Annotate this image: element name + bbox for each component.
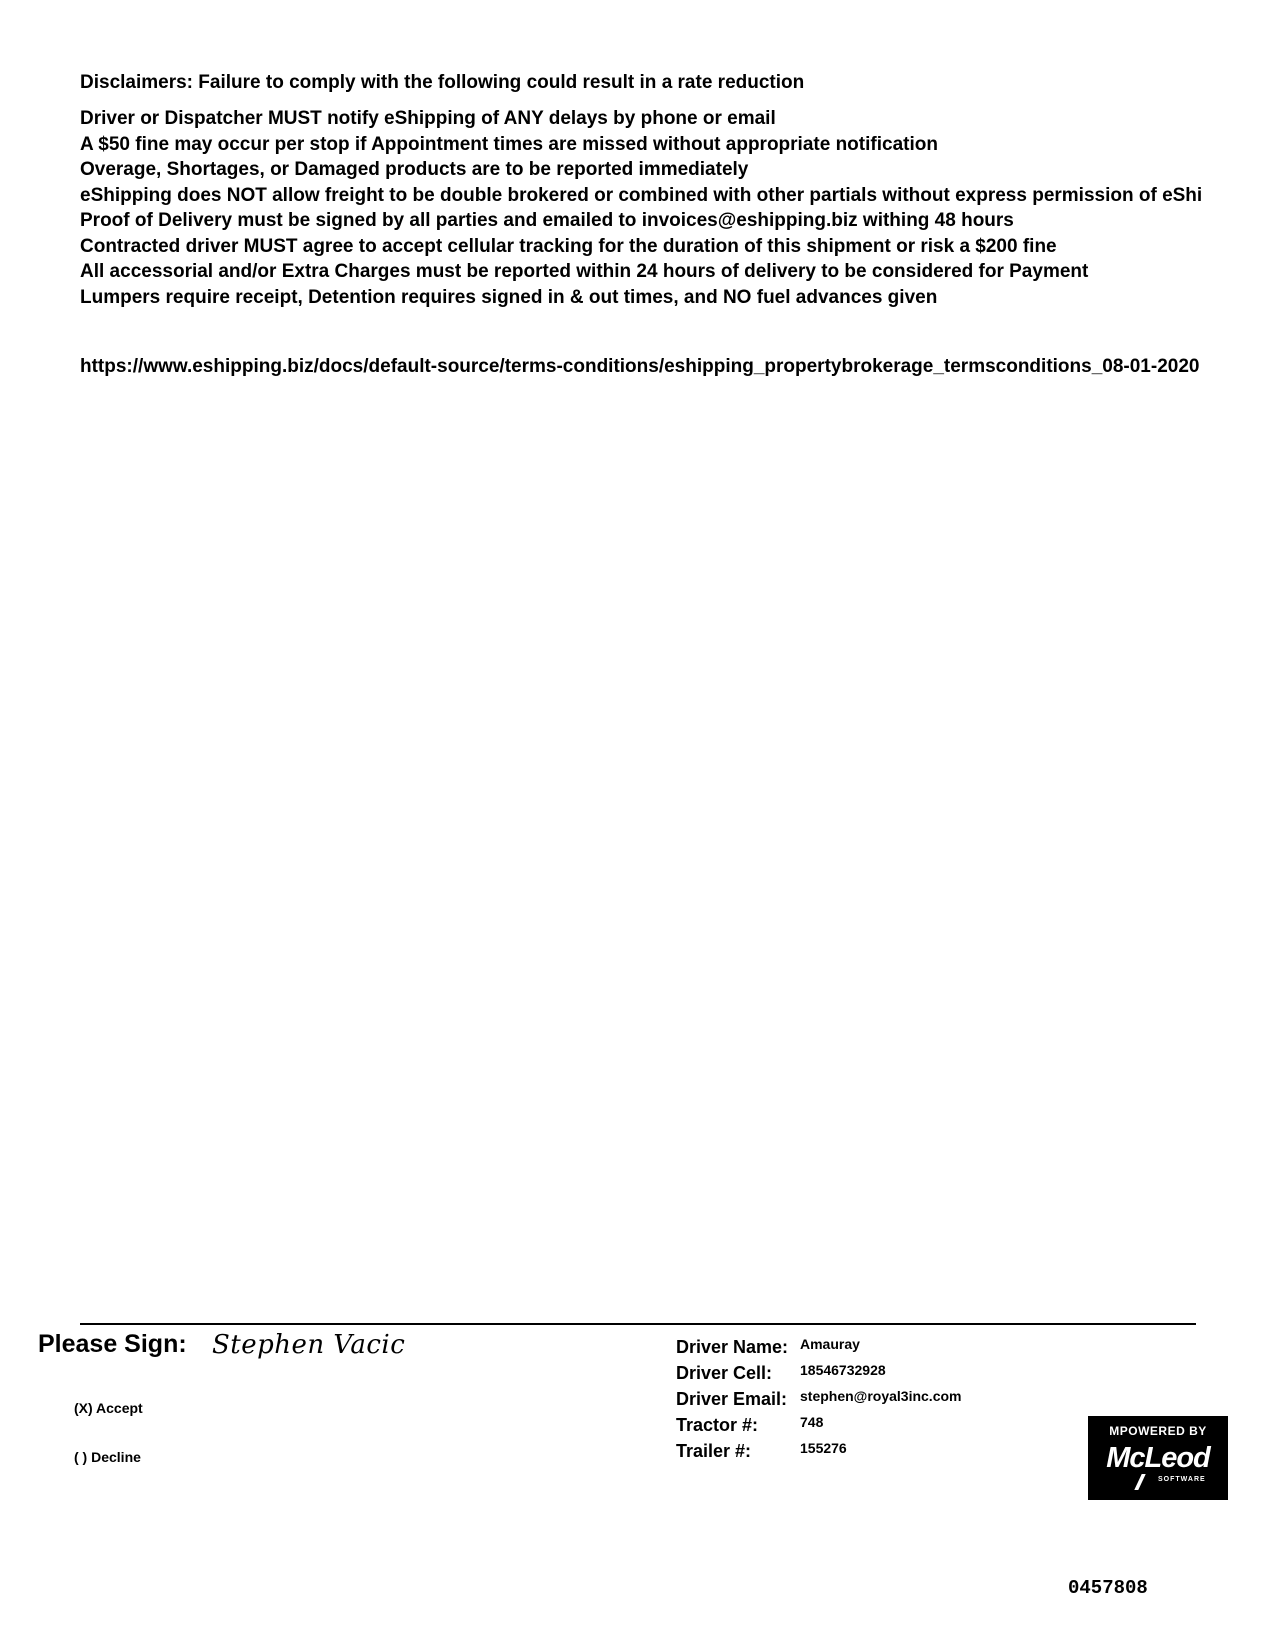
- signature-divider: [80, 1323, 1196, 1325]
- signature-field[interactable]: Stephen Vacic: [212, 1330, 406, 1360]
- accept-option[interactable]: (X) Accept: [74, 1400, 143, 1416]
- tractor-value: 748: [800, 1414, 824, 1430]
- disclaimer-item: Contracted driver MUST agree to accept cellular tracking for the duration of this shipment or risk a $200 fine: [80, 235, 1057, 257]
- trailer-label: Trailer #:: [676, 1441, 752, 1461]
- driver-cell-label: Driver Cell:: [676, 1363, 773, 1383]
- please-sign-label: Please Sign:: [38, 1330, 187, 1358]
- driver-email-value: stephen@royal3inc.com: [800, 1388, 962, 1404]
- disclaimer-item: Proof of Delivery must be signed by all parties and emailed to invoices@eshipping.biz withing 48 hours: [80, 210, 1014, 231]
- disclaimer-item: Overage, Shortages, or Damaged products are to be reported immediately: [80, 159, 749, 180]
- decline-option[interactable]: ( ) Decline: [74, 1449, 141, 1465]
- disclaimer-item: A $50 fine may occur per stop if Appointment times are missed without appropriate notification: [80, 133, 938, 155]
- logo-slash-icon: [1134, 1474, 1145, 1490]
- mcleod-logo: [1088, 1416, 1228, 1500]
- driver-name-value: Amauray: [800, 1336, 860, 1352]
- logo-subtext: SOFTWARE: [1158, 1476, 1206, 1483]
- trailer-value: 155276: [800, 1440, 847, 1456]
- disclaimer-item: eShipping does NOT allow freight to be double brokered or combined with other partials without express permission of eShi: [80, 184, 1203, 206]
- disclaimer-list: [80, 106, 1275, 310]
- disclaimers-title: Disclaimers: Failure to comply with the following could result in a rate reduction: [80, 72, 805, 93]
- tractor-label: Tractor #:: [676, 1415, 759, 1435]
- logo-powered-by: MPOWERED BY: [1109, 1424, 1207, 1438]
- disclaimer-item: Driver or Dispatcher MUST notify eShipping of ANY delays by phone or email: [80, 108, 776, 129]
- driver-cell-value: 18546732928: [800, 1362, 886, 1378]
- disclaimer-item: All accessorial and/or Extra Charges must be reported within 24 hours of delivery to be considered for Payment: [80, 261, 1089, 282]
- driver-name-label: Driver Name:: [676, 1337, 789, 1357]
- disclaimer-item: Lumpers require receipt, Detention requires signed in & out times, and NO fuel advances given: [80, 286, 938, 308]
- terms-conditions-link[interactable]: https://www.eshipping.biz/docs/default-source/terms-conditions/eshipping_propertybrokerage_termsconditions_08-01-2020: [80, 356, 1200, 377]
- driver-email-label: Driver Email:: [676, 1389, 788, 1409]
- document-number: 0457808: [1068, 1577, 1148, 1599]
- logo-brand: McLeod: [1106, 1442, 1210, 1474]
